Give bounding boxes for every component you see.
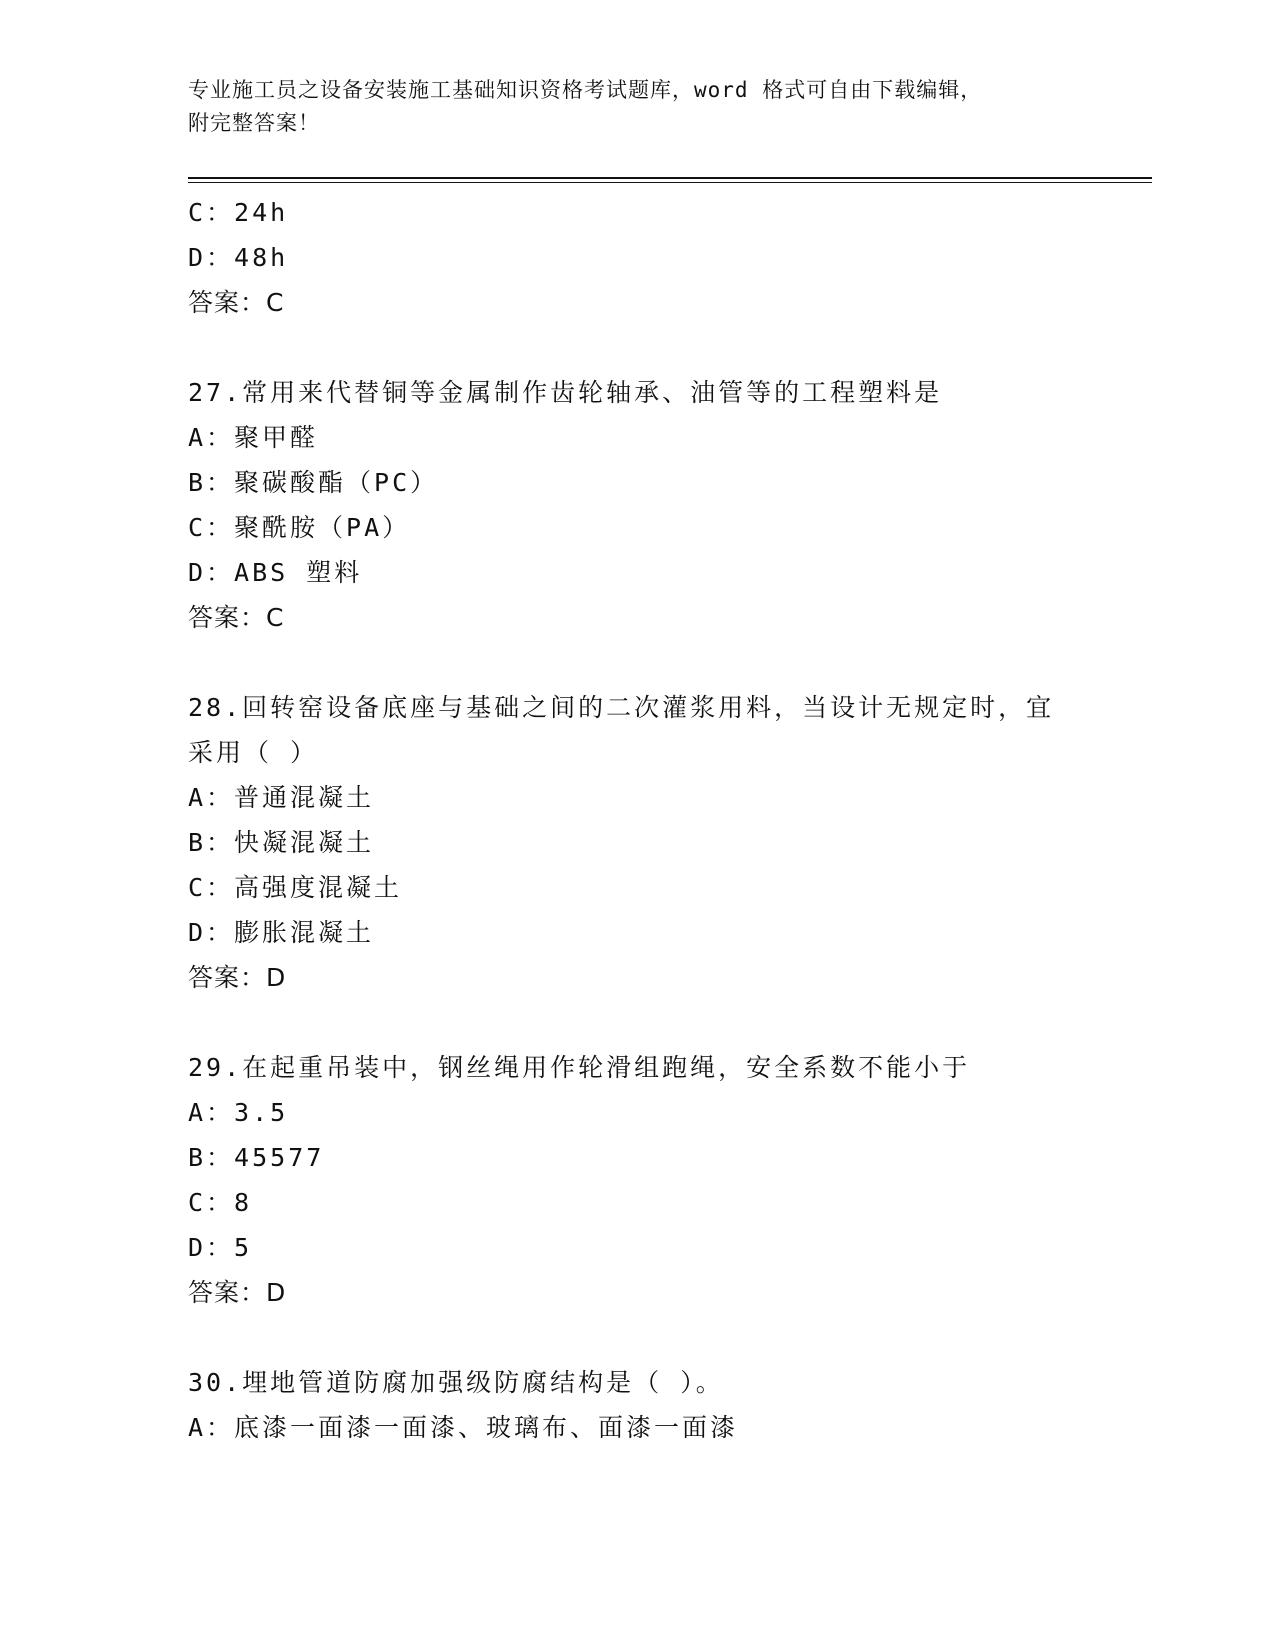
answer-line: 答案：C [188, 603, 285, 632]
header-line-2: 附完整答案！ [188, 111, 320, 135]
answer-line: 答案：C [188, 288, 285, 317]
question-title-line-2: 采用（ ） [188, 738, 319, 767]
option-d: D：ABS 塑料 [188, 558, 363, 587]
option-a: A：普通混凝土 [188, 783, 375, 812]
option-d: D：5 [188, 1233, 253, 1262]
option-a: A：3.5 [188, 1098, 289, 1127]
question-30 [188, 1360, 1118, 1450]
answer-line: 答案：D [188, 963, 287, 992]
option-d: D：48h [188, 243, 289, 272]
question-title: 30.埋地管道防腐加强级防腐结构是（ ）。 [188, 1368, 724, 1397]
question-list [188, 190, 1118, 1450]
option-c: C：聚酰胺（PA） [188, 513, 411, 542]
document-header [188, 74, 1068, 140]
option-b: B：聚碳酸酯（PC） [188, 468, 439, 497]
option-b: B：快凝混凝土 [188, 828, 375, 857]
question-title-line-1: 28.回转窑设备底座与基础之间的二次灌浆用料，当设计无规定时，宜 [188, 693, 1055, 722]
question-28 [188, 685, 1118, 1000]
option-c: C：8 [188, 1188, 253, 1217]
option-c: C：24h [188, 198, 289, 227]
question-title: 27.常用来代替铜等金属制作齿轮轴承、油管等的工程塑料是 [188, 378, 943, 407]
question-27 [188, 370, 1118, 640]
option-d: D：膨胀混凝土 [188, 918, 375, 947]
option-c: C：高强度混凝土 [188, 873, 403, 902]
option-a: A：底漆一面漆一面漆、玻璃布、面漆一面漆 [188, 1413, 739, 1442]
header-divider-thin [188, 182, 1152, 183]
question-title: 29.在起重吊装中，钢丝绳用作轮滑组跑绳，安全系数不能小于 [188, 1053, 971, 1082]
question-29 [188, 1045, 1118, 1315]
answer-line: 答案：D [188, 1278, 287, 1307]
question-26-continued [188, 190, 1118, 325]
option-b: B：45577 [188, 1143, 325, 1172]
option-a: A：聚甲醛 [188, 423, 319, 452]
header-divider-thick [188, 177, 1152, 179]
header-line-1: 专业施工员之设备安装施工基础知识资格考试题库，word 格式可自由下载编辑， [188, 78, 983, 102]
